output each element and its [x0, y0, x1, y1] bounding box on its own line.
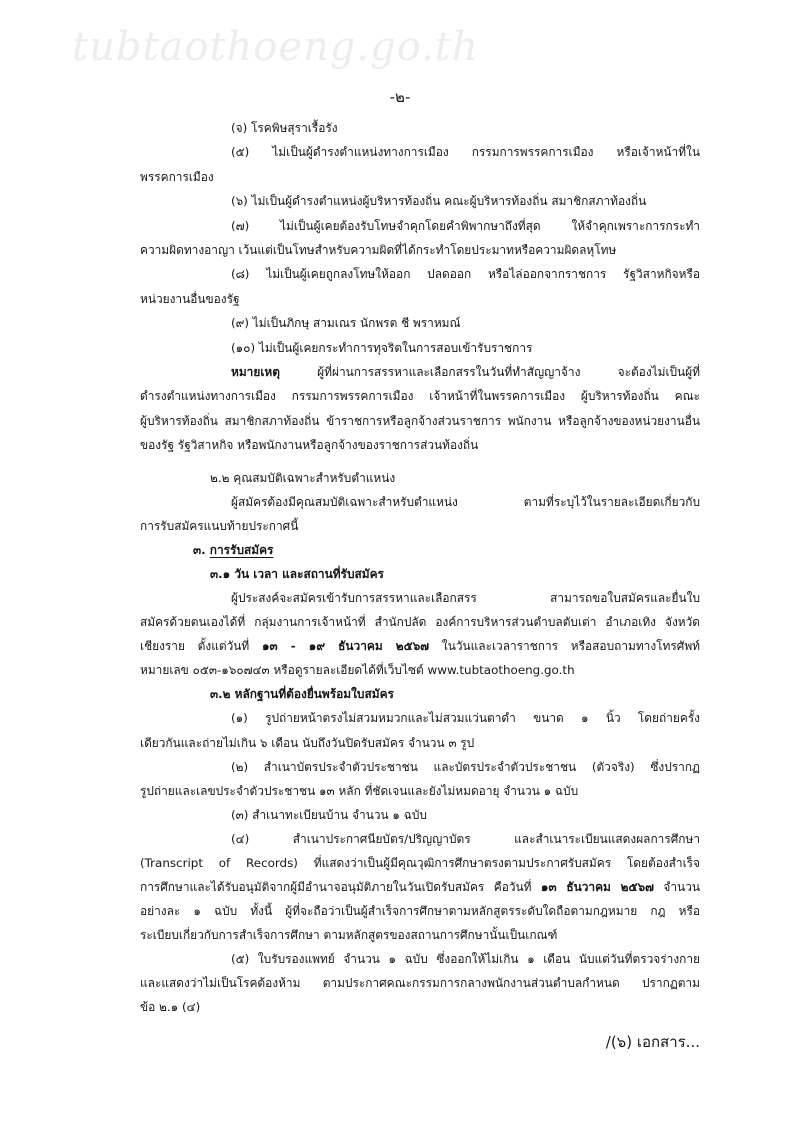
item-8-line-2: หน่วยงานอื่นของรัฐ [140, 291, 240, 306]
section-3-1-line-3 [140, 634, 700, 658]
schedule-date-prefix: เชียงราย ตั้งแต่วันที่ [140, 639, 262, 654]
section-2-2-line-2: การรับสมัครแนบท้ายประกาศนี้ [140, 519, 299, 534]
section-3-1-heading: ๓.๑ วัน เวลา และสถานที่รับสมัคร [210, 567, 384, 582]
item-7-line-2: ความผิดทางอาญา เว้นแต่เป็นโทษสำหรับความผิดที่ได้กระทำโดยประมาทหรือความผิดลหุโทษ [140, 242, 617, 257]
page-number: -๒- [389, 88, 411, 106]
note-line-4: ของรัฐ รัฐวิสาหกิจ หรือพนักงานหรือลูกจ้างของราชการส่วนท้องถิ่น [140, 438, 479, 453]
section-3-title: การรับสมัคร [209, 543, 274, 558]
doc-4-date-suffix: จำนวน [654, 879, 700, 894]
doc-4-approval-date: ๑๓ ธันวาคม ๒๕๖๗ [540, 879, 654, 894]
doc-5-line-2: และแสดงว่าไม่เป็นโรคต้องห้าม ตามประกาศคณะกรรมการกลางพนักงานส่วนตำบลกำหนด ปรากฏตาม [140, 975, 700, 990]
doc-3-line-1: (๓) สำเนาทะเบียนบ้าน จำนวน ๑ ฉบับ [231, 807, 427, 822]
note-text-1: ผู้ที่ผ่านการสรรหาและเลือกสรรในวันที่ทำสัญญาจ้าง จะต้องไม่เป็นผู้ที่ [279, 364, 700, 379]
section-3-heading [140, 538, 700, 562]
doc-4-line-2: (Transcript of Records) ที่แสดงว่าเป็นผู้มีคุณวุฒิการศึกษาตรงตามประกาศรับสมัคร โดยต้องสำเร็จ [140, 855, 700, 870]
doc-2-line-1: (๒) สำเนาบัตรประจำตัวประชาชน และบัตรประจำตัวประชาชน (ตัวจริง) ซึ่งปรากฏ [231, 759, 700, 774]
schedule-date-suffix: ในวันและเวลาราชการ หรือสอบถามทางโทรศัพท์ [429, 639, 700, 654]
item-5-line-2: พรรคการเมือง [140, 169, 214, 184]
section-3-1-line-1: ผู้ประสงค์จะสมัครเข้ารับการสรรหาและเลือกสรร สามารถขอใบสมัครและยื่นใบ [231, 591, 700, 606]
specific-qualifications-and-application [140, 466, 700, 1019]
application-dates: ๑๓ - ๑๙ ธันวาคม ๒๕๖๗ [261, 639, 430, 654]
doc-4-line-3 [140, 875, 700, 899]
doc-1-line-2: เดียวกันและถ่ายไม่เกิน ๖ เดือน นับถึงวันปิดรับสมัคร จำนวน ๓ รูป [140, 735, 475, 750]
item-8-line-1: (๘) ไม่เป็นผู้เคยถูกลงโทษให้ออก ปลดออก หรือไล่ออกจากราชการ รัฐวิสาหกิจหรือ [231, 267, 700, 282]
section-3-1-line-2: สมัครด้วยตนเองได้ที่ กลุ่มงานการเจ้าหน้าที่ สำนักปลัด องค์การบริหารส่วนตำบลตับเต่า อำเภอเทิง จังหวัด [140, 615, 700, 630]
doc-4-date-prefix: การศึกษาและได้รับอนุมัติจากผู้มีอำนาจอนุมัติภายในวันเปิดรับสมัคร คือวันที่ [140, 879, 541, 894]
doc-4-line-5: ระเบียบเกี่ยวกับการสำเร็จการศึกษา ตามหลักสูตรของสถานการศึกษานั้นเป็นเกณฑ์ [140, 927, 558, 942]
note-label: หมายเหตุ [231, 364, 280, 379]
doc-2-line-2: รูปถ่ายและเลขประจำตัวประชาชน ๑๓ หลัก ที่ชัดเจนและยังไม่หมดอายุ จำนวน ๑ ฉบับ [140, 783, 579, 798]
item-5-line-1: (๕) ไม่เป็นผู้ดำรงตำแหน่งทางการเมือง กรรมการพรรคการเมือง หรือเจ้าหน้าที่ใน [231, 145, 700, 160]
item-9-line-1: (๙) ไม่เป็นภิกษุ สามเณร นักพรต ชี พราหมณ์ [231, 316, 461, 331]
doc-5-line-3: ข้อ ๒.๑ (๔) [140, 1000, 201, 1015]
item-6-line-1: (๖) ไม่เป็นผู้ดำรงตำแหน่งผู้บริหารท้องถิ่น คณะผู้บริหารท้องถิ่น สมาชิกสภาท้องถิ่น [231, 194, 647, 209]
continuation-marker: /(๖) เอกสาร... [605, 1033, 700, 1051]
section-2-2-heading: ๒.๒ คุณสมบัติเฉพาะสำหรับตำแหน่ง [210, 471, 396, 485]
note-line-3: ผู้บริหารท้องถิ่น สมาชิกสภาท้องถิ่น ข้าราชการหรือลูกจ้างส่วนราชการ พนักงาน หรือลูกจ้างของหน่วยงานอื่น [140, 413, 700, 428]
note-line-2: ดำรงตำแหน่งทางการเมือง กรรมการพรรคการเมือง เจ้าหน้าที่ในพรรคการเมือง ผู้บริหารท้องถิ่น คณะ [140, 389, 700, 404]
general-qualifications-continued [140, 116, 700, 457]
note-line-1 [140, 360, 700, 384]
section-3-2-heading: ๓.๒ หลักฐานที่ต้องยื่นพร้อมใบสมัคร [210, 687, 394, 702]
website-watermark: tubtaothoeng.go.th [72, 24, 479, 70]
section-2-2-line-1: ผู้สมัครต้องมีคุณสมบัติเฉพาะสำหรับตำแหน่ง ตามที่ระบุไว้ในรายละเอียดเกี่ยวกับ [231, 495, 700, 510]
item-7-line-1: (๗) ไม่เป็นผู้เคยต้องรับโทษจำคุกโดยคำพิพากษาถึงที่สุด ให้จำคุกเพราะการกระทำ [231, 218, 700, 233]
section-3-number: ๓. [193, 543, 206, 558]
doc-4-line-4: อย่างละ ๑ ฉบับ ทั้งนี้ ผู้ที่จะถือว่าเป็นผู้สำเร็จการศึกษาตามหลักสูตรระดับใดถือตามกฎหมาย กฎ หรือ [140, 903, 700, 918]
doc-5-line-1: (๕) ใบรับรองแพทย์ จำนวน ๑ ฉบับ ซึ่งออกให้ไม่เกิน ๑ เดือน นับแต่วันที่ตรวจร่างกาย [231, 951, 700, 966]
section-3-1-contact-line: หมายเลข ๐๕๓-๑๖๐๗๔๓ หรือดูรายละเอียดได้ที่เว็บไซต์ www.tubtaothoeng.go.th [140, 663, 575, 678]
item-10-line-1: (๑๐) ไม่เป็นผู้เคยกระทำการทุจริตในการสอบเข้ารับราชการ [231, 340, 533, 355]
doc-1-line-1: (๑) รูปถ่ายหน้าตรงไม่สวมหมวกและไม่สวมแว่นตาดำ ขนาด ๑ นิ้ว โดยถ่ายครั้ง [231, 711, 700, 726]
item-j-line: (จ) โรคพิษสุราเรื้อรัง [231, 121, 338, 135]
doc-4-line-1: (๔) สำเนาประกาศนียบัตร/ปริญญาบัตร และสำเนาระเบียนแสดงผลการศึกษา [231, 831, 700, 846]
